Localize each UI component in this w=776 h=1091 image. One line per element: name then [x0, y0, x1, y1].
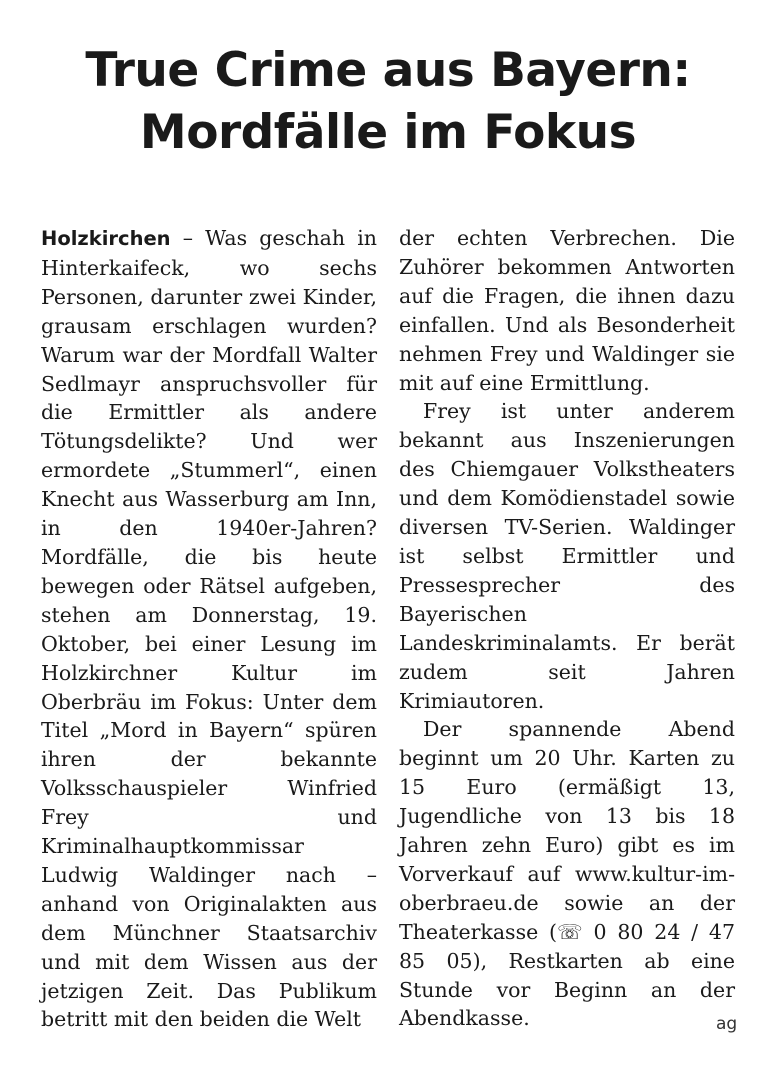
dateline: Holzkirchen — [41, 227, 171, 250]
paragraph-2: Frey ist unter anderem bekannt aus Inszenierungen des Chiemgauer Volkstheaters und dem Komödienstadel sowie diversen TV-Serien. Waldinger ist selbst Ermittler und Pressesprecher des Bayerischen Landeskriminalamts. Er berät zudem seit Jahren Krimiautoren. — [399, 399, 735, 713]
dateline-dash: – — [170, 226, 206, 250]
paragraph-3: Der spannende Abend beginnt um 20 Uhr. Karten zu 15 Euro (ermäßigt 13, Jugendliche von 13 bis 18 Jahren zehn Euro) gibt es im Vorverkauf auf www.kultur-im-oberbraeu.de sowie an der Theaterkasse (☏ 0 80 24 / 47 85 05), Restkarten ab eine Stunde vor Beginn an der Abendkasse. — [399, 717, 735, 1031]
paragraph-1-continued: der echten Verbrechen. Die Zuhörer bekommen Antworten auf die Fragen, die ihnen dazu einfallen. Und als Besonderheit nehmen Frey und Waldinger sie mit auf eine Ermittlung. — [399, 226, 735, 395]
paragraph-1 — [41, 224, 377, 1034]
headline-line-2: Mordfälle im Fokus — [139, 105, 637, 160]
headline — [0, 40, 776, 164]
article-column-right — [399, 224, 738, 1034]
headline-line-1: True Crime aus Bayern: — [85, 43, 691, 98]
paragraph-1-text: Was geschah in Hinterkaifeck, wo sechs Personen, darunter zwei Kinder, grausam erschlagen wurden? Warum war der Mordfall Walter Sedlmayr anspruchsvoller für die Ermittler als andere Tötungsdelikte? Und wer ermordete „Stummerl“, einen Knecht aus Wasserburg am Inn, in den 1940er-Jahren? Mordfälle, die bis heute bewegen oder Rätsel aufgeben, stehen am Donnerstag, 19. Oktober, bei einer Lesung im Holzkirchner Kultur im Oberbräu im Fokus: Unter dem Titel „Mord in Bayern“ spüren ihren der bekannte Volksschauspieler Winfried Frey und Kriminalhauptkommissar Ludwig Waldinger nach – anhand von Originalakten aus dem Münchner Staatsarchiv und mit dem Wissen aus der jetzigen Zeit. Das Publikum betritt mit den beiden die Welt — [41, 226, 377, 1032]
article-column-left — [41, 224, 377, 1034]
author-initials: ag — [716, 1014, 738, 1034]
